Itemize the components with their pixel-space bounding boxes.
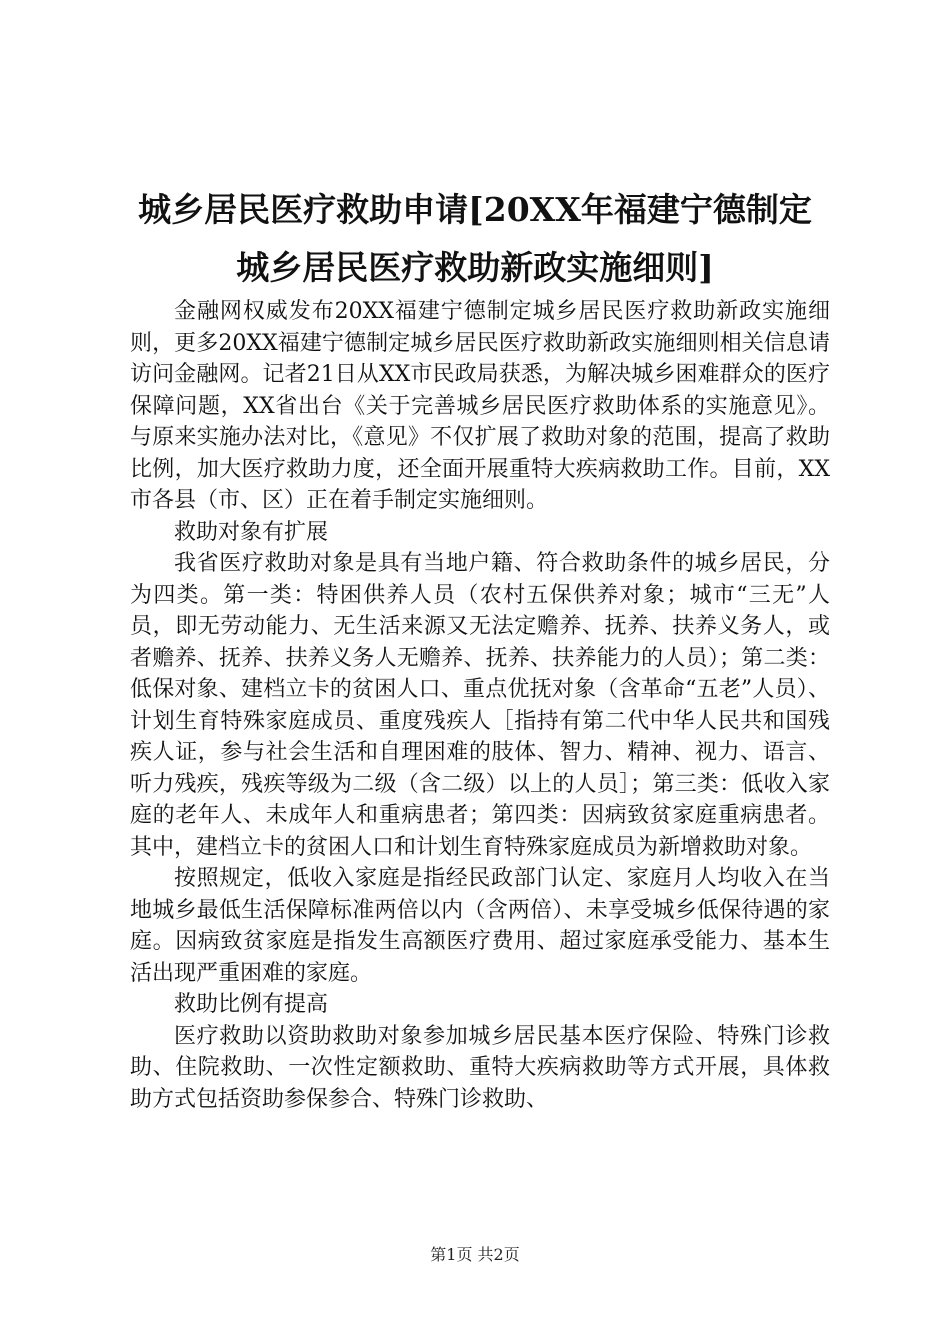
document-title-line-2: 城乡居民医疗救助新政实施细则]	[236, 248, 714, 287]
paragraph-definitions: 按照规定，低收入家庭是指经民政部门认定、家庭月人均收入在当地城乡最低生活保障标准两倍以内（含两倍）、未享受城乡低保待遇的家庭。因病致贫家庭是指发生高额医疗费用、超过家庭承受能力、基本生活出现严重困难的家庭。	[130, 866, 830, 986]
document-title-line-1: 城乡居民医疗救助申请[20XX年福建宁德制定	[138, 190, 812, 229]
section-heading-scope: 救助对象有扩展	[174, 519, 329, 545]
paragraph-intro: 金融网权威发布20XX福建宁德制定城乡居民医疗救助新政实施细则，更多20XX福建宁德制定城乡居民医疗救助新政实施细则相关信息请访问金融网。记者21日从XX市民政局获悉，为解决城乡困难群众的医疗保障问题，XX省出台《关于完善城乡居民医疗救助体系的实施意见》。与原来实施办法对比，《意见》不仅扩展了救助对象的范围，提高了救助比例，加大医疗救助力度，还全面开展重特大疾病救助工作。目前，XX市各县（市、区）正在着手制定实施细则。	[130, 299, 830, 513]
page-footer: 第1页 共2页	[430, 1245, 520, 1264]
section-heading-ratio: 救助比例有提高	[174, 992, 329, 1017]
paragraph-recipients: 我省医疗救助对象是具有当地户籍、符合救助条件的城乡居民，分为四类。第一类：特困供养人员（农村五保供养对象；城市“三无”人员，即无劳动能力、无生活来源又无法定赡养、抚养、扶养义务人，或者赡养、抚养、扶养义务人无赡养、抚养、扶养能力的人员）；第二类：低保对象、建档立卡的贫困人口、重点优抚对象（含革命“五老”人员）、计划生育特殊家庭成员、重度残疾人［指持有第二代中华人民共和国残疾人证，参与社会生活和自理困难的肢体、智力、精神、视力、语言、听力残疾，残疾等级为二级（含二级）以上的人员］；第三类：低收入家庭的老年人、未成年人和重病患者；第四类：因病致贫家庭重病患者。其中，建档立卡的贫困人口和计划生育特殊家庭成员为新增救助对象。	[130, 551, 830, 860]
paragraph-methods: 医疗救助以资助救助对象参加城乡居民基本医疗保险、特殊门诊救助、住院救助、一次性定额救助、重特大疾病救助等方式开展，具体救助方式包括资助参保参合、特殊门诊救助、	[130, 1023, 830, 1112]
document-body	[130, 296, 830, 1115]
